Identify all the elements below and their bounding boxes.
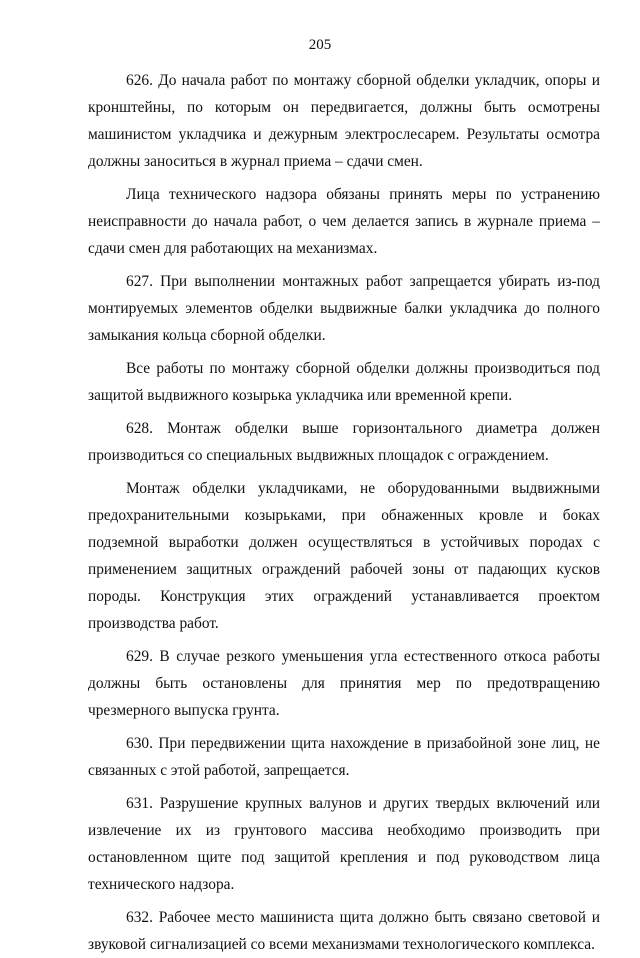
- document-body: [88, 67, 600, 958]
- paragraph-626-supervision: Лица технического надзора обязаны принять меры по устранению неисправности до начала работ, о чем делается запись в журнале приема – сдачи смен для работающих на механизмах.: [88, 186, 600, 257]
- paragraph-627: 627. При выполнении монтажных работ запрещается убирать из-под монтируемых элементов обделки выдвижные балки укладчика до полного замыкания кольца сборной обделки.: [88, 273, 600, 344]
- paragraph-627-protection: Все работы по монтажу сборной обделки должны производиться под защитой выдвижного козырька укладчика или временной крепи.: [88, 360, 600, 404]
- paragraph-632: 632. Рабочее место машиниста щита должно быть связано световой и звуковой сигнализацией со всеми механизмами технологического комплекса.: [88, 909, 600, 953]
- paragraph-629: 629. В случае резкого уменьшения угла естественного откоса работы должны быть остановлены для принятия мер по предотвращению чрезмерного выпуска грунта.: [88, 648, 600, 719]
- paragraph-631: 631. Разрушение крупных валунов и других твердых включений или извлечение их из грунтового массива необходимо производить при остановленном щите под защитой крепления и под руководством лица технического надзора.: [88, 795, 600, 893]
- paragraph-628-installation: Монтаж обделки укладчиками, не оборудованными выдвижными предохранительными козырьками, при обнаженных кровле и боках подземной выработки должен осуществляться в устойчивых породах с применением защитных ограждений рабочей зоны от падающих кусков породы. Конструкция этих ограждений устанавливается проектом производства работ.: [88, 480, 600, 632]
- page-number: 205: [308, 37, 332, 53]
- paragraph-630: 630. При передвижении щита нахождение в призабойной зоне лиц, не связанных с этой работой, запрещается.: [88, 735, 600, 779]
- paragraph-626: 626. До начала работ по монтажу сборной обделки укладчик, опоры и кронштейны, по которым он передвигается, должны быть осмотрены машинистом укладчика и дежурным электрослесарем. Результаты осмотра должны заноситься в журнал приема – сдачи смен.: [88, 72, 600, 170]
- paragraph-628: 628. Монтаж обделки выше горизонтального диаметра должен производиться со специальных выдвижных площадок с ограждением.: [88, 420, 600, 464]
